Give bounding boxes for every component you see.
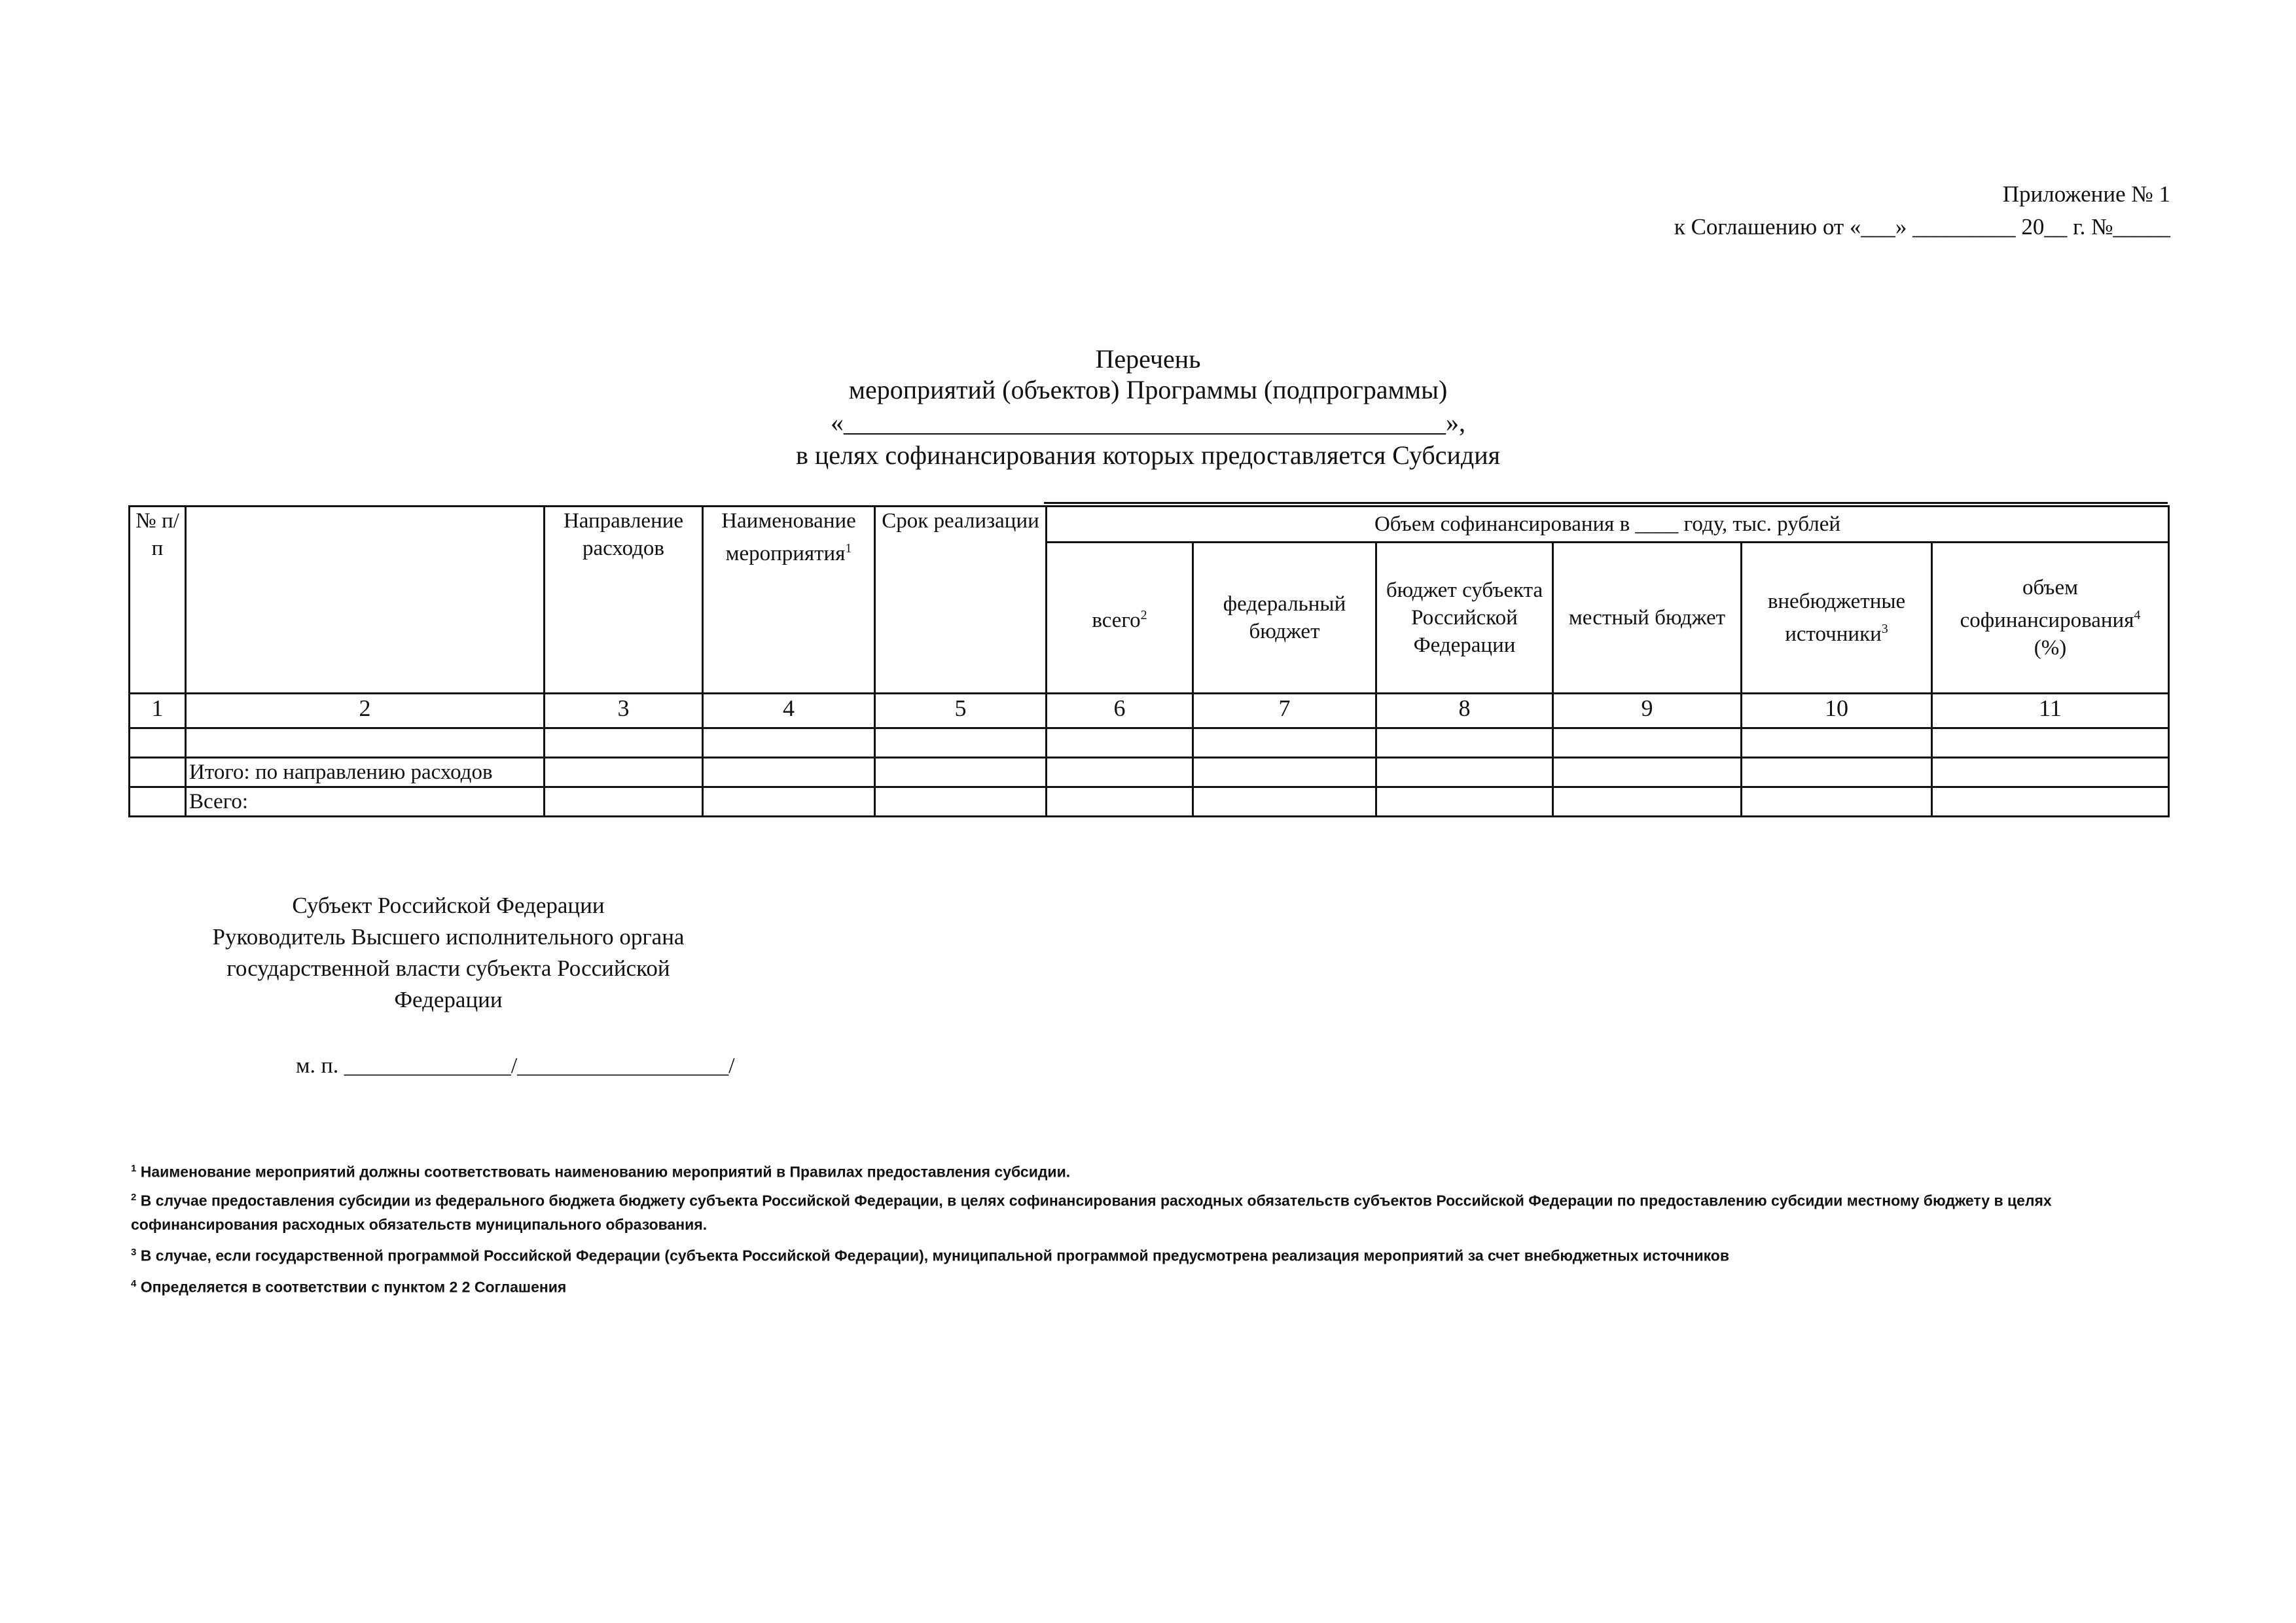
column-numbers-row [130,694,2169,728]
total-label: Всего: [186,787,545,817]
events-table [128,505,2170,817]
col-number: 10 [1742,694,1932,728]
col-number: 1 [130,694,186,728]
col-number: 5 [875,694,1047,728]
title-line-4: в целях софинансирования которых предоставляется Субсидия [795,440,1501,470]
header-direction: Направление расходов [545,507,703,694]
table-row-subtotal [130,758,2169,787]
header-total: всего$^2$ [1047,543,1193,694]
header-event-name: Наименование мероприятия$^1$ [703,507,875,694]
header-subject-budget: бюджет субъекта Российской Федерации [1376,543,1553,694]
footnote-2: $^2$ В случае предоставления субсидии из федерального бюджета бюджету субъекта Российской Федерации, в целях софинансирования расходных обязательств субъектов Российской Федерации по предоставлению субсидии местному бюджету в целях софинансирования расходных обязательств муниципального образования. [131,1192,2052,1233]
signature-line-2: Руководитель Высшего исполнительного органа [212,924,685,950]
table-row-total [130,787,2169,817]
title-line-1: Перечень [1095,344,1201,374]
table-row-blank [130,728,2169,758]
stamp-signature-line: м. п. _______________/___________________/ [296,1054,735,1078]
title-line-2: мероприятий (объектов) Программы (подпрограммы) [848,375,1448,404]
col-number: 7 [1193,694,1376,728]
header-num: № п/п [130,507,186,694]
header-extrabudgetary: внебюджетные источники$^3$ [1742,543,1932,694]
appendix-agreement-ref: к Соглашению от «___» _________ 20__ г. №_____ [1674,214,2170,240]
appendix-header [1674,178,2170,243]
subtotal-label: Итого: по направлению расходов [186,758,545,787]
footnote-3: $^3$ В случае, если государственной программой Российской Федерации (субъекта Российской Федерации), муниципальной программой предусмотрена реализация мероприятий за счет внебюджетных источников [131,1247,1729,1264]
col-number: 11 [1932,694,2169,728]
appendix-title: Приложение № 1 [2002,181,2170,207]
signature-line-4: Федерации [394,987,503,1012]
signature-line-3: государственной власти субъекта Российской [226,955,670,981]
header-volume-group: Объем софинансирования в ____ году, тыс. рублей [1047,507,2169,543]
col-number: 4 [703,694,875,728]
header-federal: федеральный бюджет [1193,543,1376,694]
col-number: 8 [1376,694,1553,728]
signature-line-1: Субъект Российской Федерации [292,893,605,918]
title-line-3: «______________________________________________», [831,408,1465,437]
signature-block [190,890,707,1016]
col-number: 2 [186,694,545,728]
header-cofinancing-share: объем софинансирования$^4$ (%) [1932,543,2169,694]
table-top-rule [1044,502,2168,504]
footnote-4: $^4$ Определяется в соответствии с пунктом 2 2 Соглашения [131,1278,567,1296]
col-number: 9 [1553,694,1742,728]
header-local-budget: местный бюджет [1553,543,1742,694]
header-row-1 [130,507,2169,543]
header-col-2 [186,507,545,694]
footnote-1: $^1$ Наименование мероприятий должны соответствовать наименованию мероприятий в Правилах предоставления субсидии. [131,1163,1071,1181]
col-number: 3 [545,694,703,728]
col-number: 6 [1047,694,1193,728]
header-term: Срок реализации [875,507,1047,694]
